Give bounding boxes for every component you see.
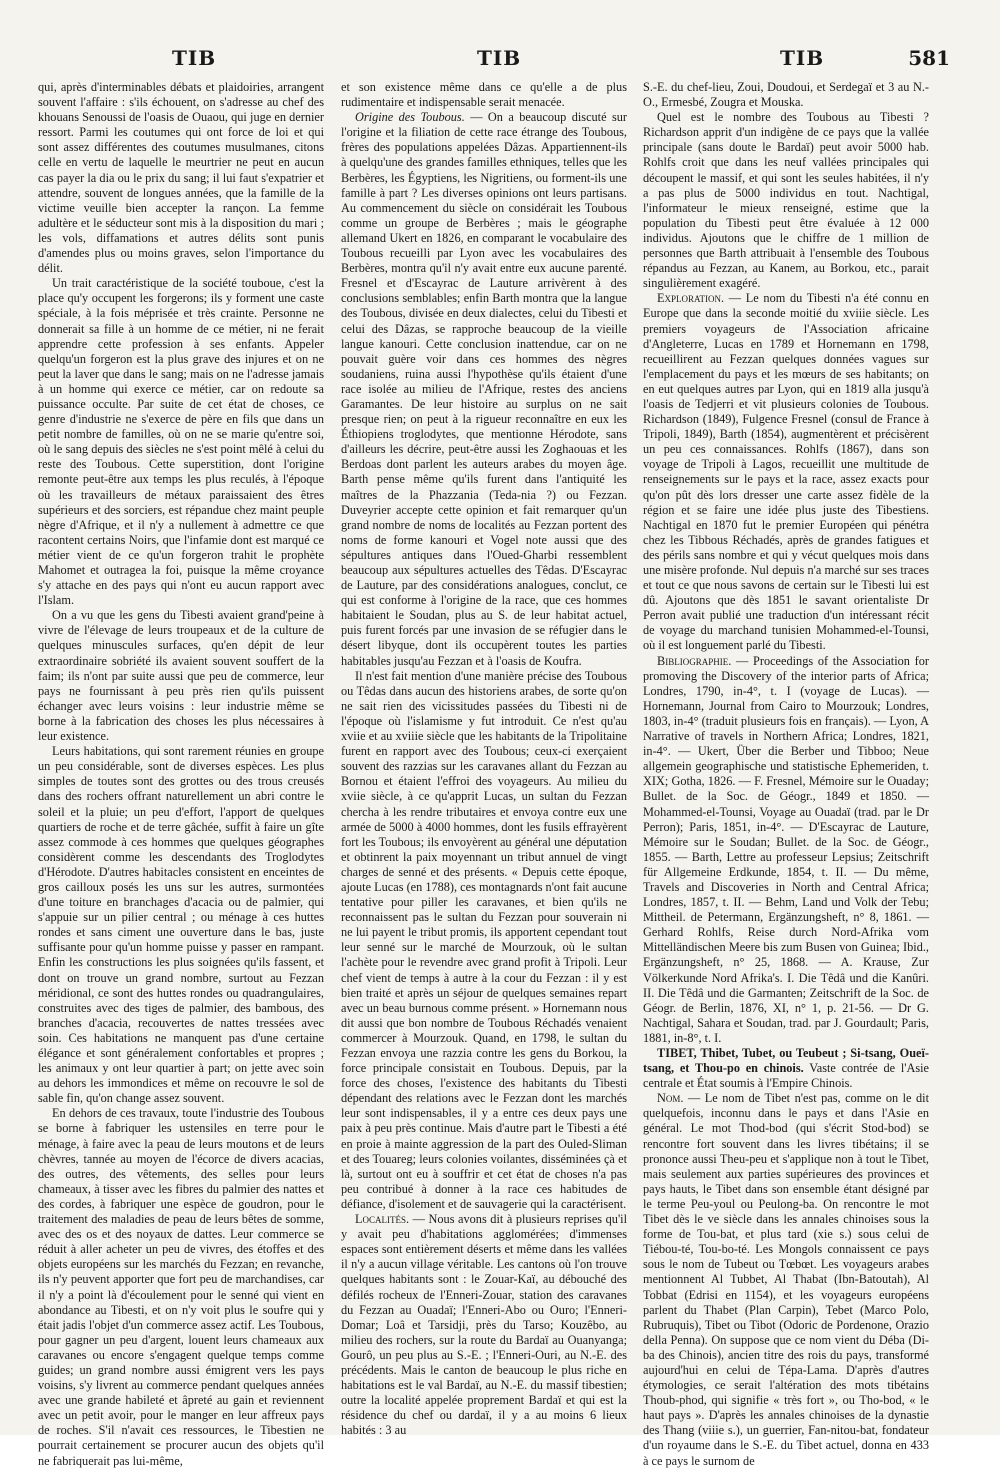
header-center: TIB xyxy=(477,46,522,70)
paragraph-body: Vaste contrée de l'Asie centrale et État soumis à l'Empire Chinois. xyxy=(643,1061,929,1091)
paragraph: En dehors de ces travaux, toute l'industrie des Toubous se borne à fabriquer les ustensiles en terre pour le ménage, à faire avec la peau de leurs moutons et de leurs chèvres, tannée au moyen de l'écorce de divers acacias, des outres, des vêtements, des selles pour leurs chameaux, à tisser avec les fibres du palmier des nattes et des cordes, à fabriquer une espèce de goudron, pour le traitement des maladies de peau de leurs bêtes de somme, avec des os et des noyaux de dattes. Leur commerce se réduit à aller acheter un peu de vivres, des étoffes et des objets européens sur les marchés du Fezzan; en revanche, ils n'y peuvent apporter que fort peu de marchandises, car il n'y a point là d'écoulement pour le senné qui vient en abondance au Tibesti, et on n'y voit plus le soufre qui y était jadis l'objet d'un commerce assez actif. Les Toubous, pour gagner un peu d'argent, louent leurs chameaux aux caravanes ou encore s'engagent quelque temps comme guides; un grand nombre aussi émigrent vers les pays voisins, s'y livrent au commerce pendant quelques années avec une grande habileté et âpreté au gain et reviennent avec un petit avoir, pour le manger en leur affreux pays de roches. S'il n'avait ces ressources, le Tibestien ne pourrait certainement se procurer aucun des objets qu'il ne fabriquerait pas lui-même, xyxy=(38,1106,324,1468)
section-heading: Origine des Toubous. xyxy=(355,110,465,125)
section-heading: Nom. xyxy=(657,1091,684,1106)
paragraph: Leurs habitations, qui sont rarement réunies en groupe un peu considérable, sont de diverses espèces. Les plus simples de toutes sont des grottes ou des trous creusés dans des rochers offrant naturellement un abri contre le soleil et la pluie; un peu d'effort, l'apport de quelques quartiers de roche et de terre gâchée, suffit à faire un gîte assez commode à ces hommes que quelques géographes considèrent comme les descendants des Troglodytes d'Hérodote. D'autres habitacles consistent en enceintes de gros cailloux posés les uns sur les autres, surmontées d'une toiture en branchages d'acacia ou de palmier, qui s'appuie sur un pilier central ; ou ménage à ces huttes rondes et sans ciment une ouverture dans le bas, juste suffisante pour qu'un homme puisse y passer en rampant. Enfin les constructions les plus soignées qu'ils fassent, et dont on trouve un grand nombre, surtout au Fezzan méridional, ce sont des huttes rondes ou quadrangulaires, construites avec des tiges de palmier, des bambous, des branches d'acacia, recouvertes de nattes tressées avec soin. Ces habitations ne manquent pas d'une certaine élégance et sont généralement confortables et propres ; les animaux y ont leur quartier à part; on jette avec soin au dehors les immondices et même on recouvre le sol de sable fin, qu'on change assez souvent. xyxy=(38,744,324,1106)
paragraph-localites xyxy=(341,1212,627,1438)
page-number: 581 xyxy=(908,46,950,70)
running-header xyxy=(40,46,950,82)
paragraph-body: — Nous avons dit à plusieurs reprises qu'il y avait peu d'habitations agglomérées; d'immenses espaces sont entièrement déserts et même dans les vallées il n'y a aucun village véritable. Les cantons où l'on trouve quelques habitants sont : le Zouar-Kaï, au débouché des défilés rocheux de l'Enneri-Zouar, station des caravanes du Fezzan au Ouadaï; l'Enneri-Abo ou Ouro; l'Enneri-Domar; Loâ et Tarsidji, près du Tarso; Kouzêbo, au milieu des rochers, sur la route du Bardaï au Ouanyanga; Gourô, un peu plus au S.-E. ; l'Enneri-Ouri, au N.-E. des précédents. Mais le canton de beaucoup le plus riche en habitations est le val Bardaï, au N.-E. du massif tibestien; outre la localité appelée proprement Bardaï et qui est la résidence du chef ou dardaï, il y a au moins 6 lieux habités : 3 au xyxy=(341,1212,627,1438)
paragraph-body: — Le nom de Tibet n'est pas, comme on le dit quelquefois, inconnu dans le pays et dans l'Asie en général. Le mot Thod-bod (qui s'écrit Stod-bod) se rencontre fort souvent dans les livres tibétains; il se prononce aussi Theu-peu et s'applique non à tout le Tibet, mais seulement aux parties supérieures des provinces et pays hauts, le Tibet dans son ensemble étant désigné par le terme Peu-youl ou Peulong-ba. On rencontre le mot Tibet dès le ve siècle dans les annales chinoises sous la forme de Tou-bat, et plus tard (xie s.) sous celui de Tiébou-té, Tou-bo-té. Les Mongols connaissent ce pays sous le nom de Tubeut ou Tœbœt. Les voyageurs arabes mentionnent Al Tubbet, Al Thabat (Ibn-Batoutah), Al Tobbat (Edrisi en 1154), et les voyageurs européens parlent du Thabet (Plan Carpin), Tebet (Marco Polo, Rubruquis), Tibet ou Tibot (Odoric de Pordenone, Orazio della Penna). On suppose que ce nom vient du Déba (Di-ba des Chinois), ancien titre des rois du pays, transformé aujourd'hui en celui de Tépa-Lama. D'après d'autres étymologies, ce serait l'altération des mots tibétains Thoub-phod, qui signifie « très fort », ou Tho-bod, « le haut pays ». D'après les annales chinoises de la dynastie des Thang (viiie s.), un guerrier, Fan-nitou-bat, fondateur d'un royaume dans le S.-E. du Tibet actuel, donna en 433 à ce pays le surnom de xyxy=(643,1091,929,1468)
paragraph: Il n'est fait mention d'une manière précise des Toubous ou Têdas dans aucun des historiens arabes, de sorte qu'on ne sait rien des vicissitudes passées du Tibesti ni de l'époque où l'islamisme y fut introduit. Ce n'est qu'au xviie et au xviiie siècle que les habitants de la Tripolitaine furent en rapport avec des Toubous; ceux-ci exerçaient souvent des razzias sur les caravanes allant du Fezzan au Bornou et étaient l'effroi des voyageurs. Au milieu du xviie siècle, à ce qu'apprit Lucas, un sultan du Fezzan chercha à les rendre tributaires et envoya contre eux une armée de 5000 à 4000 hommes, dont les fusils effrayèrent fort les Toubous; ils envoyèrent au général une députation et obtinrent la paix moyennant un tribut annuel de vingt charges de senné et des présents. « Depuis cette époque, ajoute Lucas (en 1788), ces montagnards n'ont fait aucune tentative pour piller les caravanes, et bien qu'ils ne reconnaissent pas le sultan du Fezzan pour souverain ni ne lui payent le tribut promis, ils apportent cependant tout leur senné sur le marché de Mourzouk, où le sultan l'achète pour le revendre avec grand profit à Tripoli. Leur chef vient de temps à autre à la cour du Fezzan : il y est bien traité et après un séjour de quelques semaines repart avec un beau burnous comme présent. » Hornemann nous dit aussi que bon nombre de Toubous Réchadés venaient commercer à Mourzouk. Quand, en 1798, le sultan du Fezzan envoya une razzia contre les gens du Borkou, la force principale consistait en Toubous. Depuis, par la force des choses, l'existence des habitants du Tibesti dépendant des relations avec le Fezzan dont les marchés leur sont indispensables, il y a entre ces deux pays une paix à peu près continue. Mais d'autre part le Tibesti a été en proie à mainte aggression de la part des Ouled-Sliman et des Touareg; leurs colonies voilantes, disséminées çà et là, surtout ont eu à souffrir et cet état de choses n'a pas peu contribué à donner à la race ces habitudes de défiance, d'isolement et de sauvagerie qui la caractérisent. xyxy=(341,668,627,1211)
paragraph-exploration xyxy=(643,291,929,653)
header-left: TIB xyxy=(172,46,217,70)
paragraph-nom xyxy=(643,1091,929,1468)
paragraph-body: — Le nom du Tibesti n'a été connu en Europe que dans la seconde moitié du xviiie siècle. Les premiers voyageurs de l'Association africaine d'Angleterre, Lucas en 1789 et Hornemann en 1798, recueillirent au Fezzan quelques données vagues sur l'emplacement du pays et les mœurs de ses habitants; on en eut quelques autres par Lyon, qui en 1819 alla jusqu'à l'oasis de Tedjerri et vit plusieurs colonies de Toubous. Richardson (1849), Fulgence Fresnel (consul de France à Tripoli, 1849), Barth (1854), augmentèrent et précisèrent un peu ces connaissances. Rohlfs (1867), dans son voyage de Tripoli à Lagos, recueillit une multitude de renseignements sur le pays et la race, assez exacts pour qu'on pût dès lors dresser une carte assez fidèle de la région et se faire une idée plus juste des Tibestiens. Nachtigal en 1870 fut le premier Européen qui pénétra chez les Tibbous Réchadés, après de grandes fatigues et des périls sans nombre et qui y vécut quelques mois dans une misère profonde. Nul depuis n'a marché sur ses traces et tout ce que nous savons de certain sur le Tibesti lui est dû. Ajoutons que dès 1851 le savant orientaliste Dr Perron avait publié une traduction d'un intéressant récit de voyage du marchand tunisien Mohammed-el-Tounsi, où il est longuement parlé du Tibesti. xyxy=(643,291,929,653)
entry-headword: TIBET, Thibet, Tubet, ou Teubeut ; Si-tsang, Oueï-tsang, et Thou-po en chinois. xyxy=(643,1046,929,1076)
entry-tibet xyxy=(643,1046,929,1091)
section-heading: Exploration. xyxy=(657,291,725,306)
paragraph: Un trait caractéristique de la société touboue, c'est la place qu'y occupent les forgerons; ils y forment une caste spéciale, à la fois méprisée et très crainte. Personne ne donnerait sa fille à un homme de ce métier, ni ne ferait apprendre cette profession à ses enfants. Appeler quelqu'un forgeron est la plus grave des injures et on ne peut la laver que dans le sang; mais on ne l'adresse jamais à un homme qui exerce ce métier, car on redoute sa puissance occulte. Par suite de cet état de choses, ce genre d'industrie ne s'exerce de père en fils que dans un petit nombre de familles, où on ne se marie qu'entre soi, où le sang depuis des siècles ne s'est point mêlé à celui du reste des Toubous. Cette superstition, dont l'origine remonte peut-être aux temps les plus reculés, à l'époque où les travailleurs de métaux paraissaient des êtres supérieurs et des sorciers, est répandue chez maint peuple nègre d'Afrique, et il n'y a nullement à admettre ce que racontent certains Noirs, que l'infamie dont est marqué ce métier vient de ce qu'un forgeron trahit le prophète Mahomet et outragea la foi, puisque la même croyance s'y attache en des pays qui n'ont eu aucun rapport avec l'Islam. xyxy=(38,276,324,608)
section-heading: Bibliographie. xyxy=(657,653,732,668)
paragraph-origine xyxy=(341,110,627,668)
column-left xyxy=(38,80,324,1468)
paragraph: On a vu que les gens du Tibesti avaient grand'peine à vivre de l'élevage de leurs troupeaux et de la culture de quelques minuscules surfaces, qu'en dépit de leur extraordinaire sobriété ils avaient souvent souffert de la faim; ils n'ont par suite aussi que peu de commerce, leur pays ne fournissant à peu près rien qu'ils puissent échanger avec leurs voisins : leur industrie même se borne à la fabrication des choses les plus nécessaires à leur existence. xyxy=(38,608,324,744)
paragraph: S.-E. du chef-lieu, Zoui, Doudoui, et Serdegaï et 3 au N.-O., Ermesbé, Zougra et Mouska. xyxy=(643,80,929,110)
paragraph-bibliographie xyxy=(643,654,929,1046)
paragraph: qui, après d'interminables débats et plaidoiries, arrangent souvent l'affaire : s'ils échouent, on s'adresse au chef des khouans Senoussi de l'oasis de Ouaou, qui juge en dernier ressort. Parmi les coutumes qui ont force de loi et qui sont assez différentes des coutumes musulmanes, citons celle en vertu de laquelle le meurtrier ne peut en aucun cas payer la dia ou le prix du sang; il lui faut s'expatrier et attendre, souvent de longues années, que la famille de la victime veuille bien accepter la rançon. La femme adultère et le séducteur sont mis à la disposition du mari ; les vols, diffamations et autres délits sont punis d'amendes plus ou moins graves, selon l'importance du délit. xyxy=(38,80,324,276)
paragraph-body: — On a beaucoup discuté sur l'origine et la filiation de cette race étrange des Toubous, frères des populations appelées Dâzas. Appartiennent-ils à quelqu'une des grandes familles ethniques, telles que les Berbères, les Égyptiens, les Nigritiens, ou forment-ils une famille à part ? Les diverses opinions ont leurs partisans. Au commencement du siècle on considérait les Toubous comme un groupe de Berbères ; mais le géographe allemand Ukert en 1826, en comparant le vocabulaire des Toubous recueilli par Lyon avec les vocabulaires des Berbères, montra qu'il n'y avait entre eux aucune parenté. Fresnel et d'Escayrac de Lauture arrivèrent à des conclusions semblables; enfin Barth montra que la langue des Toubous, divisée en deux dialectes, celui du Tibesti et celui des Dâzas, se rapproche beaucoup de la vieille langue kanouri. Cette conclusion inattendue, car on ne pouvait guère voir dans ces hommes des nègres soudaniens, ruina aussi l'hypothèse qu'ils étaient d'une race isolée au milieu de l'Afrique, restes des anciens Garamantes. De leur histoire au surplus on ne sait presque rien; on peut à la rigueur reconnaître en eux les Éthiopiens troglodytes, que mentionne Hérodote, sans d'ailleurs les décrire, peut-être aussi les Zoghaouas et les Berdoas dont parlent les auteurs arabes du moyen âge. Barth pense même qu'ils furent dans l'antiquité les maîtres de la Phazzania (Teda-nia ?) ou Fezzan. Duveyrier accepte cette opinion et fait remarquer qu'un grand nombre de noms de localités au Fezzan portent des noms de forme kanouri et Vogel note aussi que des sépultures antiques dans l'Oued-Gharbi ressemblent beaucoup aux sépultures actuelles des Têdas. D'Escayrac de Lauture, par des considérations analogues, conclut, ce qui est conforme à l'origine de la race, que ces hommes habitaient le Soudan, plus au S. de leur habitat actuel, puis furent forcés par une invasion de se réfugier dans le désert libyque, dont ils occupèrent toutes les parties habitables jusqu'au Fezzan et à l'oasis de Koufra. xyxy=(341,110,627,668)
column-middle xyxy=(341,80,627,1438)
header-right: TIB xyxy=(780,46,825,70)
paragraph: et son existence même dans ce qu'elle a de plus rudimentaire et indispensable serait menacée. xyxy=(341,80,627,110)
section-heading: Localités. xyxy=(355,1212,410,1227)
paragraph: Quel est le nombre des Toubous au Tibesti ? Richardson apprit d'un indigène de ce pays que la vallée principale (sans doute le Bardaï) peut avoir 5000 hab. Rohlfs croit que dans les neuf vallées principales qui découpent le massif, et qui sont les seules habitées, il n'y a pas plus de 5000 individus en tout. Nachtigal, l'informateur le mieux renseigné, estime que la population du Tibesti peut être évaluée à 12 000 individus. Ajoutons que le chiffre de 1 million de personnes que Barth attribuait à l'ensemble des Toubous répandus au Fezzan, au Kanem, au Borkou, etc., parait singulièrement exagéré. xyxy=(643,110,929,291)
column-right xyxy=(643,80,929,1468)
paragraph-body: — Proceedings of the Association for promoving the Discovery of the interior parts of Africa; Londres, 1790, in-4°, t. I (voyage de Lucas). — Hornemann, Journal from Cairo to Mourzouk; Londres, 1803, in-4° (traduit plusieurs fois en français). — Lyon, A Narrative of travels in Northern Africa; Londres, 1821, in-4°. — Ukert, Über die Berber und Tibboo; Neue allgemein geographische und statistische Ephemeriden, t. XIX; Gotha, 1826. — F. Fresnel, Mémoire sur le Ouaday; Bullet. de la Soc. de Géogr., 1849 et 1850. — Mohammed-el-Tounsi, Voyage au Ouadaï (trad. par le Dr Perron); Paris, 1851, in-4°. — D'Escayrac de Lauture, Mémoire sur le Soudan; Bullet. de la Soc. de Géogr., 1855. — Barth, Lettre au professeur Lepsius; Zeitschrift für Allgemeine Erdkunde, 1854, t. II. — Du même, Travels and Discoveries in North and Central Africa; Londres, 1857, t. II. — Behm, Land und Volk der Tebu; Mittheil. de Petermann, Ergänzungsheft, n° 8, 1861. — Gerhard Rohlfs, Reise durch Nord-Afrika vom Mittelländischen Meere bis zum Busen von Guinea; Ibid., Ergänzungsheft, n° 25, 1868. — A. Krause, Zur Völkerkunde Nord Afrika's. I. Die Têdâ und die Kanûri. II. Die Têdâ und die Garmanten; Zeitschrift de la Soc. de Géogr. de Berlin, 1876, XI, n° 1, p. 21-56. — Dr G. Nachtigal, Sahara et Soudan, trad. par J. Gourdault; Paris, 1881, in-8°, t. I. xyxy=(643,653,929,1045)
